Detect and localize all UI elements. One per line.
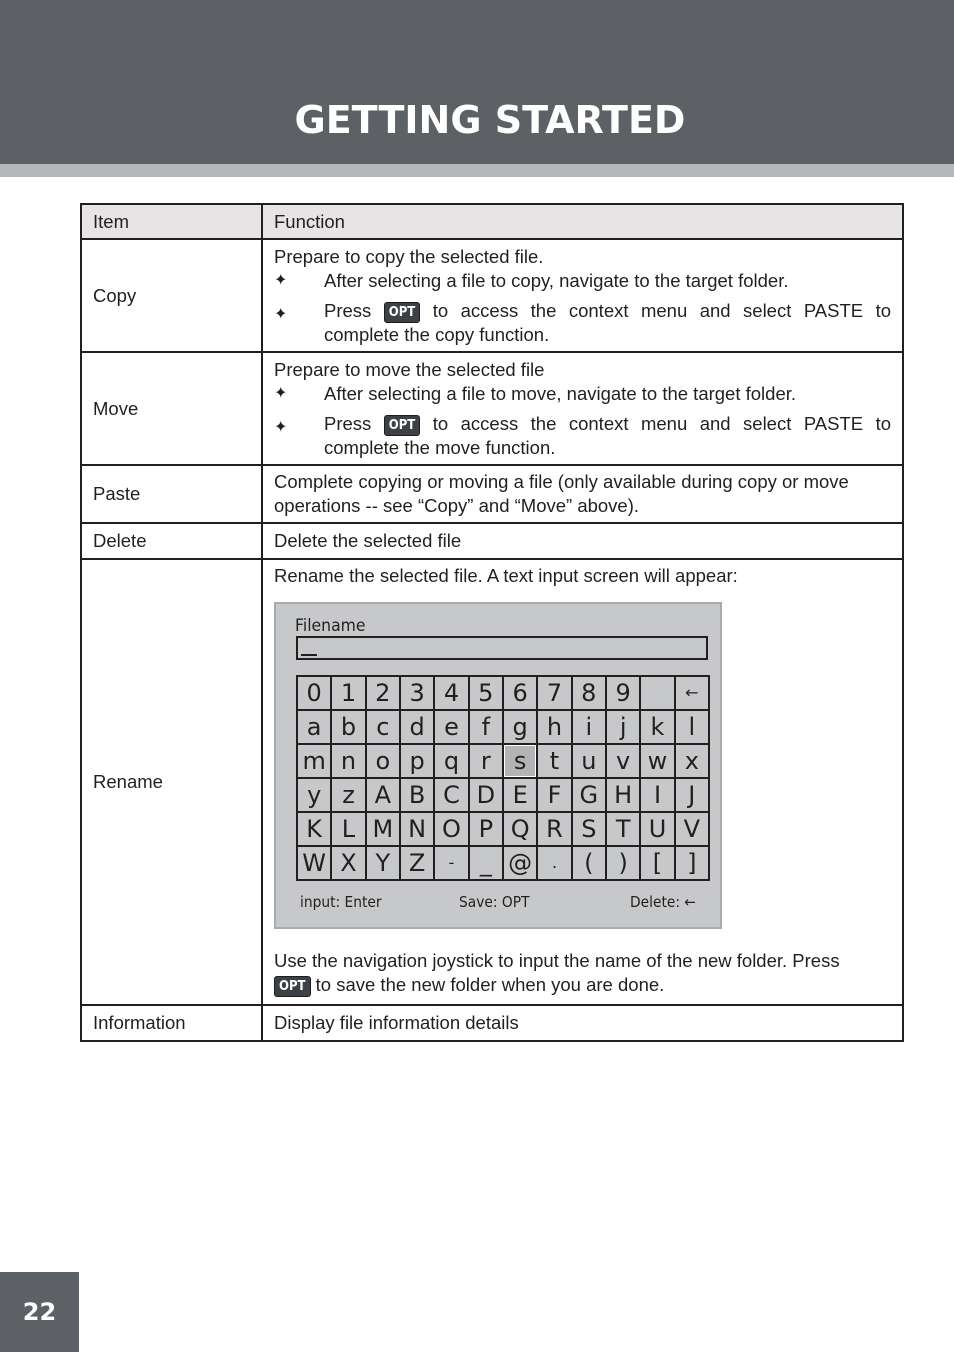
keyboard-key[interactable]: N [401,813,435,847]
text-cursor [301,654,317,656]
keyboard-key[interactable]: o [367,745,401,779]
keyboard-key[interactable]: H [607,779,641,813]
opt-key-icon: OPT [384,415,421,436]
item-paste: Paste [81,465,262,523]
keyboard-key[interactable]: - [435,847,469,881]
keyboard-key[interactable]: T [607,813,641,847]
keyboard-key[interactable]: A [367,779,401,813]
page-number-box [0,1272,79,1352]
footer-delete-hint: Delete: ← [630,893,696,911]
function-copy [262,239,903,352]
keyboard-key[interactable]: B [401,779,435,813]
keyboard-key[interactable]: d [401,711,435,745]
keyboard-key[interactable]: t [538,745,572,779]
keyboard-key[interactable]: b [332,711,366,745]
keyboard-key[interactable]: c [367,711,401,745]
keyboard-key[interactable]: g [504,711,538,745]
function-table [80,203,904,1042]
table-row-information [81,1005,903,1041]
keyboard-key[interactable]: 8 [573,677,607,711]
text-input-screen [274,602,722,929]
move-bullet-1: ✦ After selecting a file to move, navigate to the target folder. [274,382,797,404]
page-header [0,0,954,164]
keyboard-key[interactable]: w [641,745,675,779]
copy-bullet-2: ✦ Press OPT to access the context menu and select PASTE to complete the copy function. [274,299,891,345]
opt-key-icon: OPT [384,302,421,323]
keyboard-key[interactable]: 1 [332,677,366,711]
move-bullet-2: ✦ Press OPT to access the context menu and select PASTE to complete the move function. [274,412,891,458]
keyboard-key[interactable]: ) [607,847,641,881]
item-rename: Rename [81,559,262,1005]
function-paste: Complete copying or moving a file (only available during copy or move operations -- see “Copy” and “Move” above). [262,465,903,523]
keyboard-key[interactable]: k [641,711,675,745]
keyboard-key[interactable]: z [332,779,366,813]
keyboard-key[interactable]: 5 [470,677,504,711]
keyboard-key[interactable]: 9 [607,677,641,711]
function-rename [262,559,903,1005]
keyboard-key[interactable]: C [435,779,469,813]
page-number: 22 [22,1298,57,1326]
keyboard-key[interactable]: 3 [401,677,435,711]
table-row-move [81,352,903,465]
bullet-icon: ✦ [274,271,288,289]
keyboard-key[interactable]: Q [504,813,538,847]
table-header-row [81,204,903,239]
keyboard-key[interactable]: p [401,745,435,779]
keyboard-key[interactable]: F [538,779,572,813]
keyboard-key[interactable]: h [538,711,572,745]
keyboard-key[interactable]: e [435,711,469,745]
keyboard-key[interactable]: 0 [298,677,332,711]
item-copy: Copy [81,239,262,352]
keyboard-key[interactable]: ( [573,847,607,881]
keyboard-key[interactable]: 6 [504,677,538,711]
filename-label: Filename [295,616,366,636]
opt-key-icon: OPT [274,976,311,997]
table-row-rename [81,559,903,1005]
column-header-function: Function [262,204,903,239]
keyboard-key[interactable]: I [641,779,675,813]
keyboard-key[interactable]: S [573,813,607,847]
footer-save-hint: Save: OPT [459,893,530,911]
blank-key[interactable] [641,677,675,711]
keyboard-key[interactable]: s [504,745,538,779]
function-delete: Delete the selected file [262,523,903,559]
keyboard-key[interactable]: j [607,711,641,745]
keyboard-key[interactable]: 7 [538,677,572,711]
bullet-icon: ✦ [274,305,288,323]
keyboard-key[interactable]: @ [504,847,538,881]
keyboard-key[interactable]: q [435,745,469,779]
keyboard-key[interactable]: U [641,813,675,847]
bullet-icon: ✦ [274,418,288,436]
keyboard-key[interactable]: a [298,711,332,745]
keyboard-key[interactable]: l [676,711,710,745]
rename-intro: Rename the selected file. A text input screen will appear: [274,565,738,586]
item-move: Move [81,352,262,465]
keyboard-key[interactable]: ] [676,847,710,881]
keyboard-key[interactable]: X [332,847,366,881]
copy-intro: Prepare to copy the selected file. [274,245,544,267]
keyboard-key[interactable]: R [538,813,572,847]
keyboard-key[interactable]: D [470,779,504,813]
move-intro: Prepare to move the selected file [274,358,545,380]
footer-input-hint: input: Enter [300,893,382,911]
keyboard-key[interactable]: [ [641,847,675,881]
keyboard-key[interactable]: x [676,745,710,779]
item-delete: Delete [81,523,262,559]
keyboard-key[interactable]: m [298,745,332,779]
keyboard-key[interactable]: n [332,745,366,779]
table-row-paste [81,465,903,523]
function-information: Display file information details [262,1005,903,1041]
bullet-icon: ✦ [274,384,288,402]
keyboard-key[interactable]: 2 [367,677,401,711]
table-row-copy [81,239,903,352]
keyboard-key[interactable]: u [573,745,607,779]
keyboard-key[interactable]: W [298,847,332,881]
keyboard-key[interactable]: P [470,813,504,847]
section-title: GETTING STARTED [294,98,686,142]
keyboard-key[interactable]: y [298,779,332,813]
keyboard-key[interactable]: r [470,745,504,779]
copy-bullet-1: ✦ After selecting a file to copy, navigate to the target folder. [274,269,789,291]
keyboard-key[interactable]: G [573,779,607,813]
column-header-item: Item [81,204,262,239]
keyboard-key[interactable]: Z [401,847,435,881]
header-divider-band [0,164,954,177]
backspace-key-icon[interactable]: ← [676,677,710,711]
keyboard-key[interactable]: J [676,779,710,813]
keyboard-key[interactable]: Y [367,847,401,881]
on-screen-keyboard [296,675,710,881]
function-move [262,352,903,465]
keyboard-key[interactable]: V [676,813,710,847]
keyboard-key[interactable]: O [435,813,469,847]
keyboard-key[interactable]: v [607,745,641,779]
keyboard-key[interactable]: E [504,779,538,813]
keyboard-key[interactable]: 4 [435,677,469,711]
keyboard-key[interactable]: M [367,813,401,847]
filename-input [296,636,708,660]
keyboard-key[interactable]: K [298,813,332,847]
keyboard-key[interactable]: L [332,813,366,847]
table-row-delete [81,523,903,559]
item-information: Information [81,1005,262,1041]
keyboard-key[interactable]: . [538,847,572,881]
keyboard-key[interactable]: f [470,711,504,745]
keyboard-key[interactable]: _ [470,847,504,881]
keyboard-key[interactable]: i [573,711,607,745]
rename-instructions: Use the navigation joystick to input the name of the new folder. Press OPT to save the new folder when you are done. [274,950,840,995]
